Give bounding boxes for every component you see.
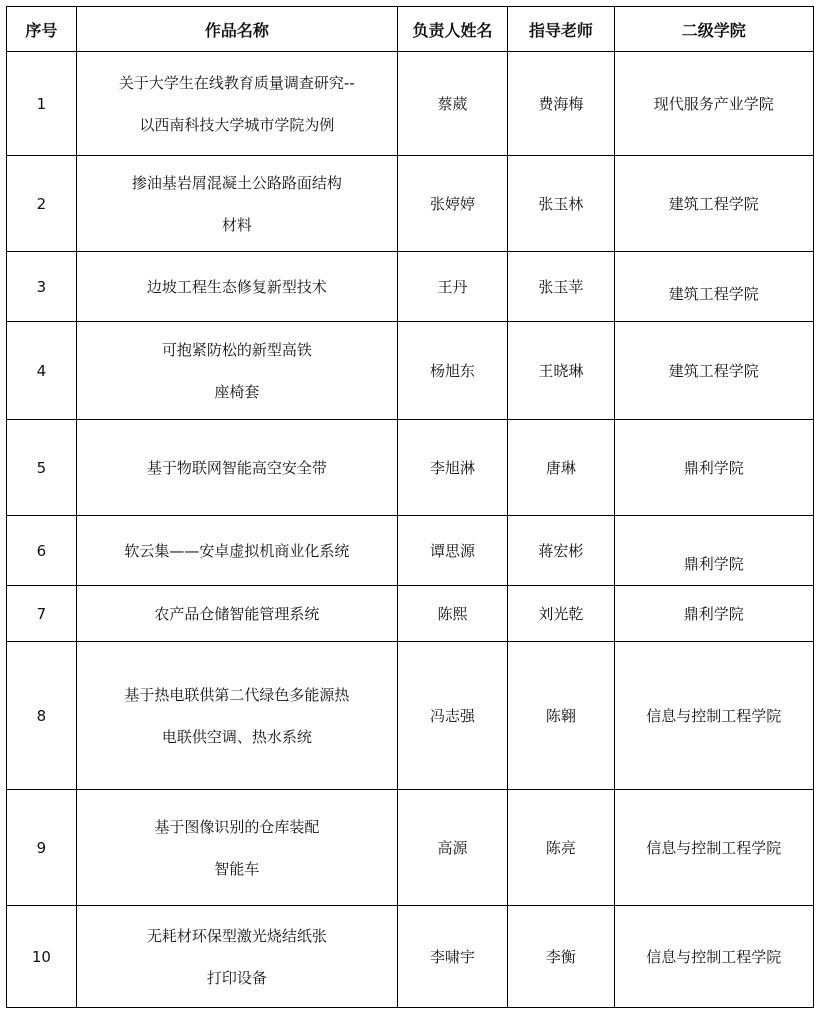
cell-no: 1 [7,52,77,156]
work-line: 打印设备 [206,968,267,987]
table-row [7,322,814,420]
cell-leader: 高源 [397,790,507,906]
header-leader: 负责人姓名 [397,7,507,52]
cell-no: 8 [7,642,77,790]
cell-college: 鼎利学院 [614,586,814,642]
work-line: 电联供空调、热水系统 [161,727,312,746]
cell-no: 7 [7,586,77,642]
table-row [7,420,814,516]
cell-no: 9 [7,790,77,906]
work-line: 基于热电联供第二代绿色多能源热 [124,685,350,704]
cell-college: 鼎利学院 [614,516,814,586]
table-row [7,52,814,156]
work-line: 基于图像识别的仓库装配 [154,817,320,836]
work-line: 座椅套 [214,382,260,401]
table-row [7,906,814,1008]
cell-college: 信息与控制工程学院 [614,906,814,1008]
cell-college: 建筑工程学院 [614,252,814,322]
cell-work [76,52,397,156]
work-line: 智能车 [214,859,260,878]
work-line: 农产品仓储智能管理系统 [154,604,320,623]
work-line: 掺油基岩屑混凝土公路路面结构 [131,173,342,192]
cell-no: 6 [7,516,77,586]
cell-advisor: 张玉苹 [508,252,614,322]
cell-advisor: 刘光乾 [508,586,614,642]
cell-leader: 王丹 [397,252,507,322]
work-line: 无耗材环保型激光烧结纸张 [146,926,327,945]
cell-college: 信息与控制工程学院 [614,642,814,790]
cell-leader: 蔡葳 [397,52,507,156]
cell-leader: 杨旭东 [397,322,507,420]
cell-advisor: 费海梅 [508,52,614,156]
work-line: 软云集——安卓虚拟机商业化系统 [124,541,350,560]
cell-advisor: 蒋宏彬 [508,516,614,586]
cell-advisor: 陈亮 [508,790,614,906]
award-table [6,6,814,1008]
cell-college: 建筑工程学院 [614,156,814,252]
cell-leader: 冯志强 [397,642,507,790]
cell-leader: 李旭淋 [397,420,507,516]
cell-college: 现代服务产业学院 [614,52,814,156]
cell-work [76,642,397,790]
cell-advisor: 张玉林 [508,156,614,252]
table-row [7,790,814,906]
cell-work [76,322,397,420]
work-line: 边坡工程生态修复新型技术 [146,277,327,296]
cell-advisor: 唐琳 [508,420,614,516]
work-line: 关于大学生在线教育质量调查研究-- [118,73,355,92]
table-row [7,642,814,790]
cell-leader: 谭思源 [397,516,507,586]
header-college: 二级学院 [614,7,814,52]
cell-leader: 李啸宇 [397,906,507,1008]
cell-work [76,156,397,252]
header-advisor: 指导老师 [508,7,614,52]
cell-no: 5 [7,420,77,516]
cell-leader: 张婷婷 [397,156,507,252]
work-line: 基于物联网智能高空安全带 [146,458,327,477]
cell-no: 4 [7,322,77,420]
work-line: 材料 [221,215,252,234]
cell-no: 2 [7,156,77,252]
cell-work [76,906,397,1008]
table-header-row [7,7,814,52]
table-row [7,252,814,322]
cell-leader: 陈熙 [397,586,507,642]
cell-advisor: 李衡 [508,906,614,1008]
work-line: 以西南科技大学城市学院为例 [139,115,335,134]
cell-work [76,252,397,322]
table-row [7,156,814,252]
cell-college: 鼎利学院 [614,420,814,516]
cell-college: 建筑工程学院 [614,322,814,420]
header-no: 序号 [7,7,77,52]
cell-college: 信息与控制工程学院 [614,790,814,906]
cell-advisor: 陈翱 [508,642,614,790]
cell-work [76,790,397,906]
cell-advisor: 王晓琳 [508,322,614,420]
cell-work [76,420,397,516]
cell-work [76,516,397,586]
cell-work [76,586,397,642]
cell-no: 3 [7,252,77,322]
work-line: 可抱紧防松的新型高铁 [161,340,312,359]
header-work: 作品名称 [76,7,397,52]
table-row [7,516,814,586]
table-row [7,586,814,642]
cell-no: 10 [7,906,77,1008]
